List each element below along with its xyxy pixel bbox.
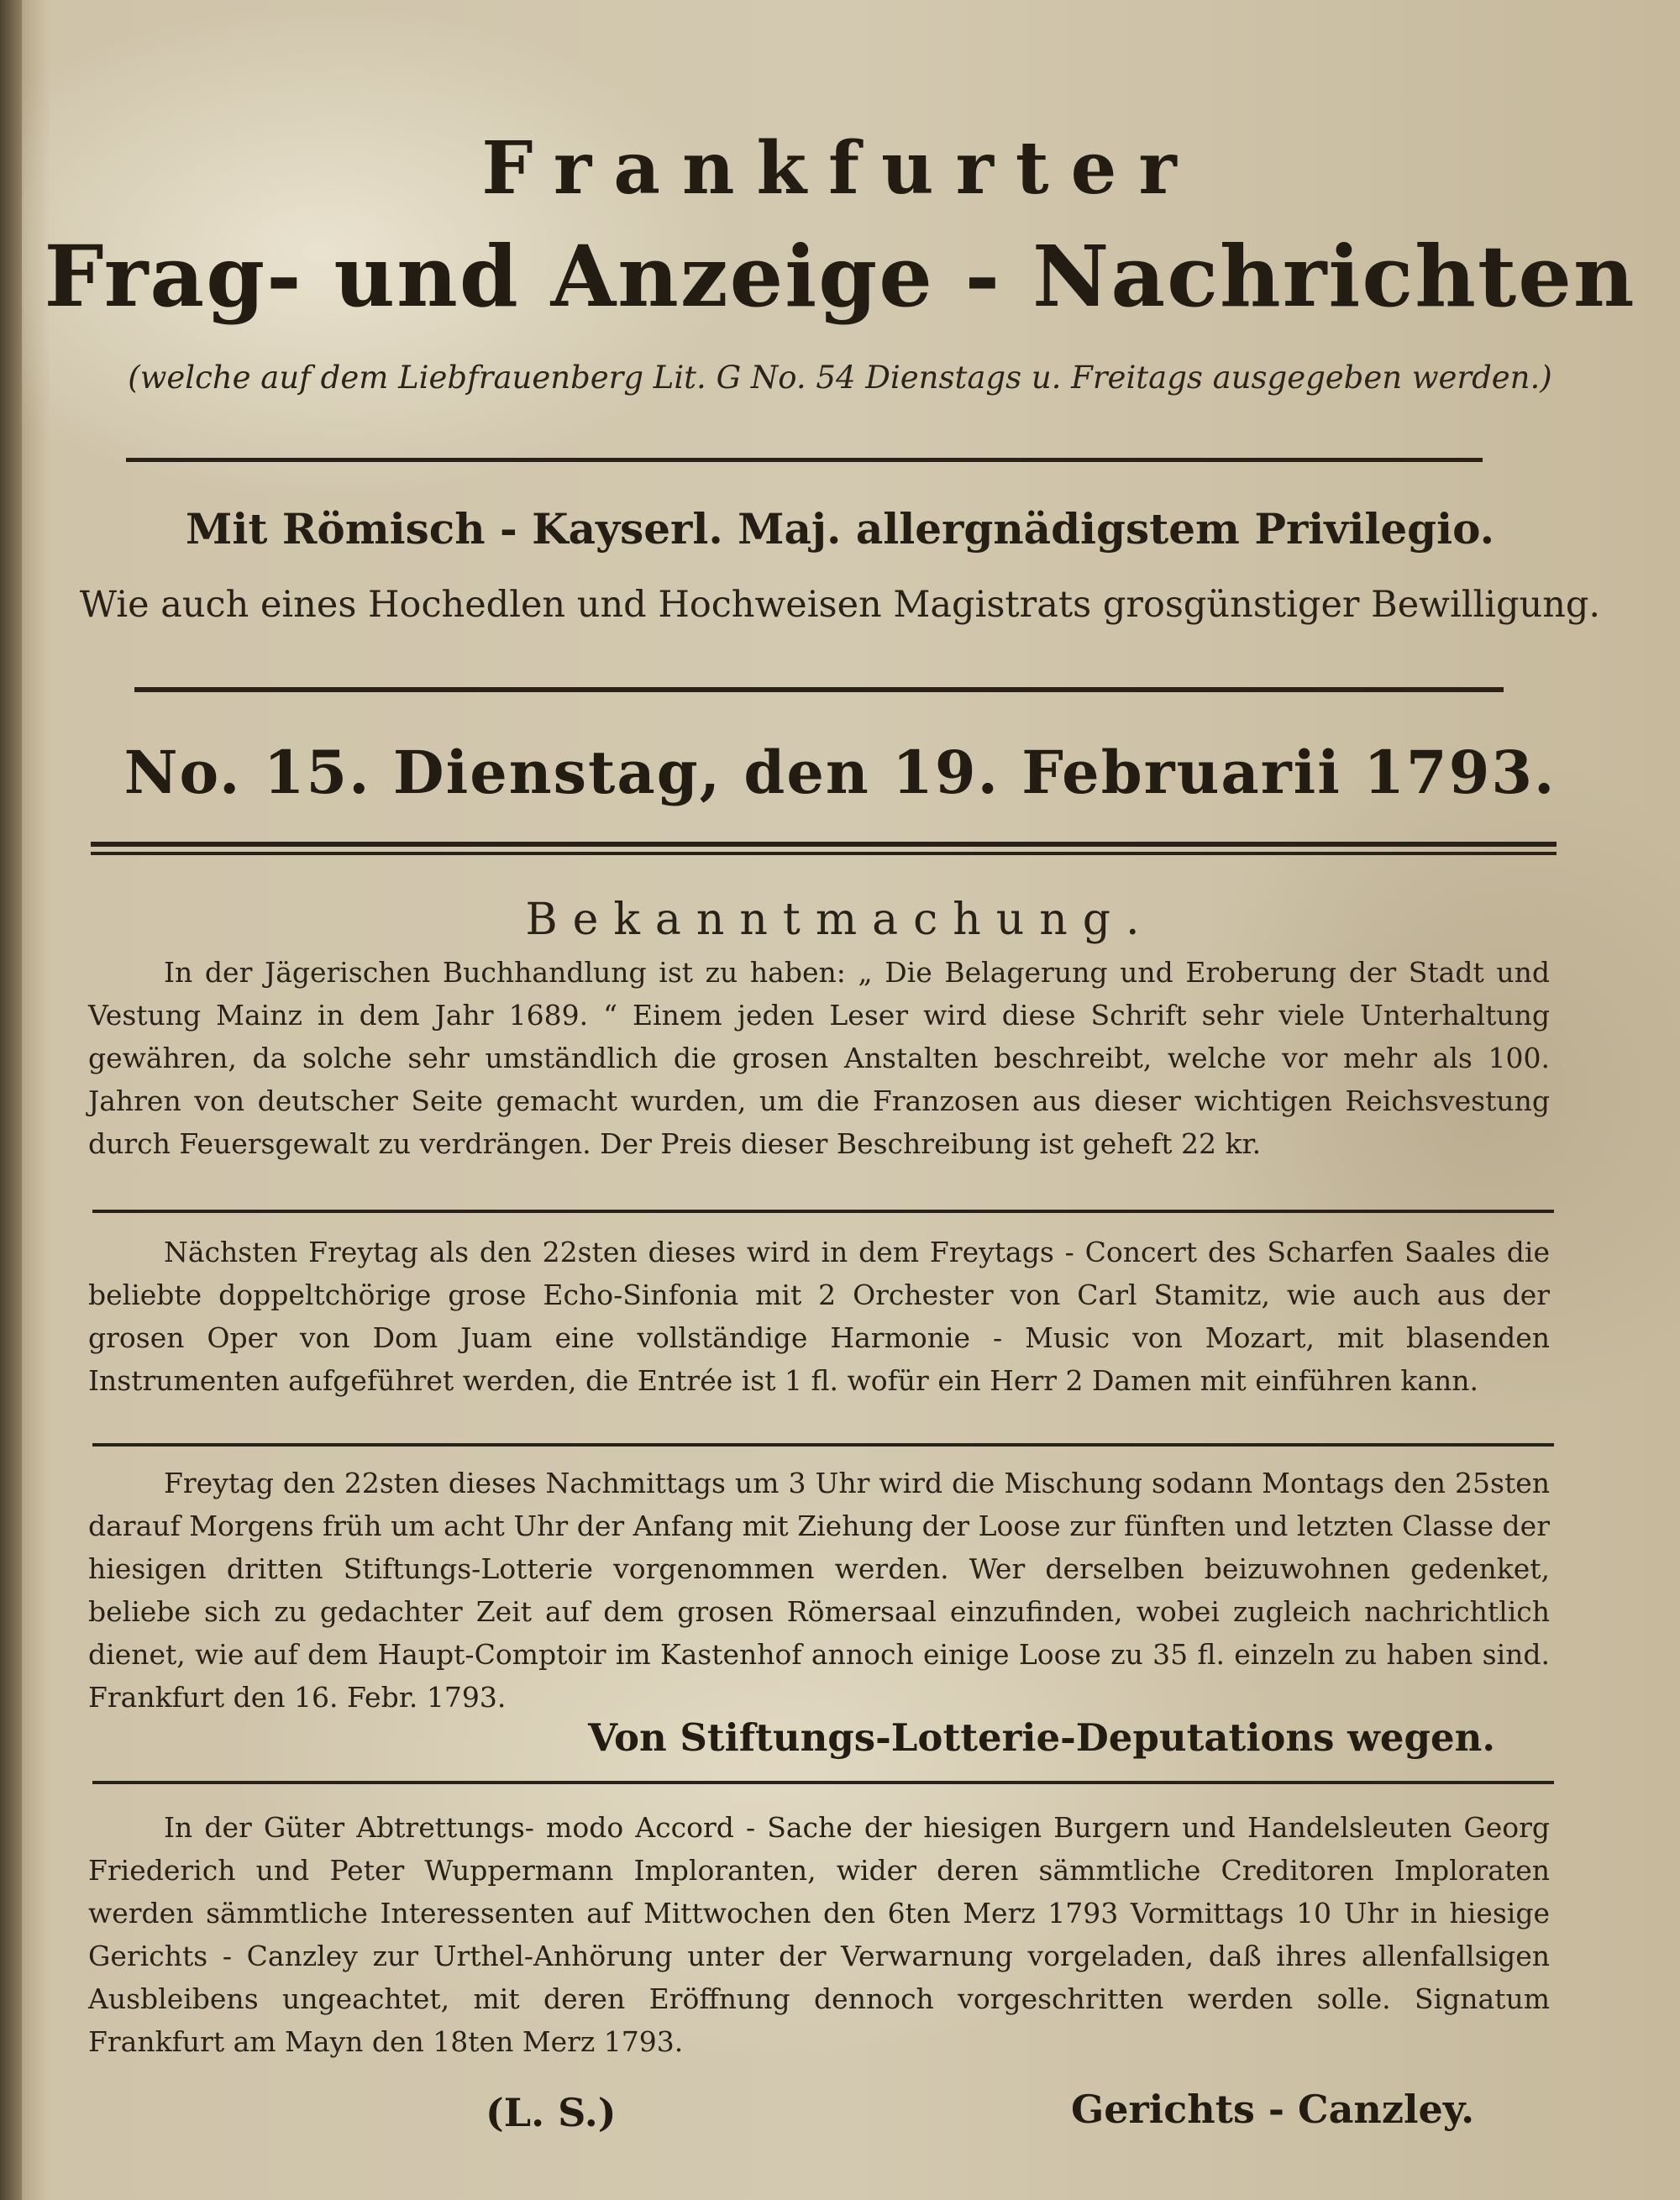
rule-under-privilege <box>134 687 1504 692</box>
privilege-line-1: Mit Römisch - Kayserl. Maj. allergnädigstem Privilegio. <box>186 504 1494 554</box>
masthead-title-line-1: Frankfurter <box>481 126 1199 211</box>
issue-date-line: No. 15. Dienstag, den 19. Februarii 1793. <box>123 738 1557 807</box>
binding-gutter <box>0 0 22 2200</box>
announcement-book-text: In der Jägerischen Buchhandlung ist zu haben: „ Die Belagerung und Eroberung der Stadt und Vestung Mainz in dem Jahr 1689. “ Einem jeden Leser wird diese Schrift sehr viele Unterhaltung gewähren, da solche sehr umständlich die grosen Anstalten beschreibt, welche vor mehr als 100. Jahren von deutscher Seite gemacht wurden, um die Franzosen aus dieser wichtigen Reichsvestung durch Feuersgewalt zu verdrängen. Der Preis dieser Beschreibung ist geheft 22 kr. <box>88 956 1550 1160</box>
rule-under-masthead <box>126 458 1483 462</box>
privilege-line-2: Wie auch eines Hochedlen und Hochweisen Magistrats grosgünstiger Bewilligung. <box>79 584 1601 626</box>
rule-2 <box>92 1443 1554 1447</box>
announcement-court-text: In der Güter Abtrettungs- modo Accord - Sache der hiesigen Burgern und Handelsleuten Georg Friederich und Peter Wuppermann Imploranten, wider deren sämmtliche Creditoren Imploraten werden sämmtliche Interessenten auf Mittwochen den 6ten Merz 1793 Vormittags 10 Uhr in hiesige Gerichts - Canzley zur Urthel-Anhörung unter der Verwarnung vorgeladen, daß ihres allenfallsigen Ausbleibens ungeachtet, mit deren Eröffnung dennoch vorgeschritten werden solle. Signatum Frankfurt am Mayn den 18ten Merz 1793. <box>88 1811 1550 2058</box>
announcement-concert-text: Nächsten Freytag als den 22sten dieses wird in dem Freytags - Concert des Scharfen Saales die beliebte doppeltchörige grose Echo-Sinfonia mit 2 Orchester von Carl Stamitz, wie auch aus der grosen Oper von Dom Juam eine vollständige Harmonie - Music von Mozart, mit blasenden Instrumenten aufgeführet werden, die Entrée ist 1 fl. wofür ein Herr 2 Damen mit einführen kann. <box>88 1236 1550 1397</box>
masthead-subtitle: (welche auf dem Liebfrauenberg Lit. G No. 54 Dienstags u. Freitags ausgegeben werden.) <box>128 360 1552 396</box>
rule-1 <box>92 1210 1554 1213</box>
seal-mark: (L. S.) <box>486 2090 617 2135</box>
rule-under-issue-top <box>91 842 1557 847</box>
masthead-title-line-2: Frag- und Anzeige - Nachrichten <box>44 227 1636 326</box>
court-signature: Gerichts - Canzley. <box>1071 2087 1475 2132</box>
announcement-heading: Bekanntmachung. <box>525 895 1155 945</box>
rule-under-issue-bottom <box>91 852 1557 855</box>
lottery-signature: Von Stiftungs-Lotterie-Deputations wegen. <box>588 1715 1495 1760</box>
announcement-lottery-text: Freytag den 22sten dieses Nachmittags um 3 Uhr wird die Mischung sodann Montags den 25sten darauf Morgens früh um acht Uhr der Anfang mit Ziehung der Loose zur fünften und letzten Classe der hiesigen dritten Stiftungs-Lotterie vorgenommen werden. Wer derselben beizuwohnen gedenket, beliebe sich zu gedachter Zeit auf dem grosen Römersaal einzufinden, wobei zugleich nachrichtlich dienet, wie auf dem Haupt-Comptoir im Kastenhof annoch einige Loose zu 35 fl. einzeln zu haben sind. Frankfurt den 16. Febr. 1793. <box>88 1467 1550 1714</box>
rule-3 <box>92 1781 1554 1784</box>
